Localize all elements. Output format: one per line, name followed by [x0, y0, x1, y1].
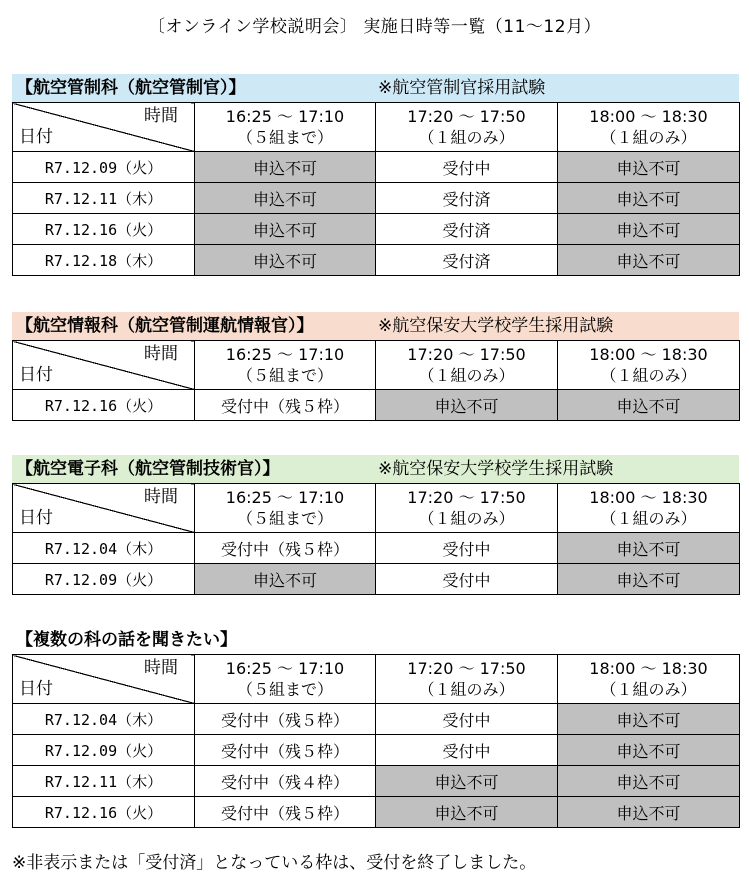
table-row — [13, 390, 740, 421]
section-multiple — [12, 626, 739, 828]
slot-capacity: （５組まで） — [236, 509, 333, 528]
slot-cell: 申込不可 — [558, 183, 740, 214]
section-header — [12, 455, 739, 483]
diagonal-header-cell — [13, 103, 195, 152]
slot-cell[interactable]: 受付中 — [376, 564, 558, 595]
slot-cell: 申込不可 — [558, 735, 740, 766]
slot-cell: 申込不可 — [558, 245, 740, 276]
slot-cell[interactable]: 受付中（残５枠） — [195, 797, 376, 828]
slot-cell: 申込不可 — [195, 245, 376, 276]
date-label: 日付 — [19, 365, 53, 385]
date-cell: R7.12.16（火） — [13, 214, 195, 245]
slot-capacity: （１組のみ） — [418, 128, 515, 147]
slot-cell[interactable]: 受付中（残４枠） — [195, 766, 376, 797]
date-cell: R7.12.18（木） — [13, 245, 195, 276]
time-label: 時間 — [144, 487, 178, 507]
table-row — [13, 183, 740, 214]
slot-time: 18:00 〜 18:30 — [589, 659, 708, 678]
slot-time: 16:25 〜 17:10 — [225, 345, 345, 364]
section-header — [12, 74, 739, 102]
table-row — [13, 245, 740, 276]
section-name: 【航空電子科（航空管制技術官）】 — [16, 459, 280, 479]
slot-capacity: （１組のみ） — [600, 509, 697, 528]
section-denshika — [12, 455, 739, 595]
slot-header — [376, 484, 558, 533]
section-jouhouka — [12, 312, 739, 421]
date-cell: R7.12.16（火） — [13, 390, 195, 421]
slot-cell: 申込不可 — [558, 564, 740, 595]
slot-cell[interactable]: 受付中 — [376, 533, 558, 564]
section-note: ※航空保安大学校学生採用試験 — [378, 459, 614, 479]
slot-header — [558, 655, 740, 704]
slot-cell: 申込不可 — [195, 183, 376, 214]
slot-header — [195, 341, 376, 390]
header-row — [13, 103, 740, 152]
date-label: 日付 — [19, 127, 53, 147]
diagonal-header-cell — [13, 341, 195, 390]
slot-cell: 受付済 — [376, 245, 558, 276]
slot-capacity: （５組まで） — [236, 128, 333, 147]
slot-capacity: （５組まで） — [236, 366, 333, 385]
slot-header — [558, 103, 740, 152]
slot-header — [376, 655, 558, 704]
slot-cell[interactable]: 受付中（残５枠） — [195, 390, 376, 421]
slot-header — [195, 484, 376, 533]
slot-capacity: （５組まで） — [236, 680, 333, 699]
date-cell: R7.12.09（火） — [13, 152, 195, 183]
slot-capacity: （１組のみ） — [600, 680, 697, 699]
section-kanseika — [12, 74, 739, 276]
slot-cell: 申込不可 — [376, 797, 558, 828]
date-cell: R7.12.16（火） — [13, 797, 195, 828]
schedule-table — [12, 102, 740, 276]
schedule-table — [12, 654, 740, 828]
slot-time: 17:20 〜 17:50 — [407, 488, 526, 507]
slot-cell: 申込不可 — [376, 390, 558, 421]
diagonal-header-cell — [13, 484, 195, 533]
section-header — [12, 312, 739, 340]
section-name: 【複数の科の話を聞きたい】 — [16, 630, 237, 650]
slot-cell: 申込不可 — [195, 152, 376, 183]
section-header — [12, 626, 739, 654]
date-cell: R7.12.04（木） — [13, 704, 195, 735]
slot-header — [195, 103, 376, 152]
slot-cell: 申込不可 — [195, 214, 376, 245]
date-label: 日付 — [19, 508, 53, 528]
table-row — [13, 797, 740, 828]
date-cell: R7.12.11（木） — [13, 183, 195, 214]
slot-cell: 申込不可 — [558, 704, 740, 735]
slot-header — [195, 655, 376, 704]
header-row — [13, 341, 740, 390]
slot-header — [558, 484, 740, 533]
date-cell: R7.12.04（木） — [13, 533, 195, 564]
section-name: 【航空情報科（航空管制運航情報官）】 — [16, 316, 314, 336]
slot-cell: 申込不可 — [376, 766, 558, 797]
table-row — [13, 533, 740, 564]
date-cell: R7.12.11（木） — [13, 766, 195, 797]
table-row — [13, 214, 740, 245]
slot-time: 17:20 〜 17:50 — [407, 659, 526, 678]
slot-capacity: （１組のみ） — [600, 366, 697, 385]
time-label: 時間 — [144, 658, 178, 678]
slot-cell[interactable]: 受付中 — [376, 735, 558, 766]
slot-time: 16:25 〜 17:10 — [225, 659, 345, 678]
slot-time: 16:25 〜 17:10 — [225, 107, 345, 126]
slot-cell[interactable]: 受付中（残５枠） — [195, 704, 376, 735]
slot-cell[interactable]: 受付中 — [376, 704, 558, 735]
date-cell: R7.12.09（火） — [13, 735, 195, 766]
date-cell: R7.12.09（火） — [13, 564, 195, 595]
slot-time: 17:20 〜 17:50 — [407, 345, 526, 364]
diagonal-header-cell — [13, 655, 195, 704]
slot-cell: 受付済 — [376, 183, 558, 214]
schedule-table — [12, 340, 740, 421]
header-row — [13, 655, 740, 704]
table-row — [13, 704, 740, 735]
slot-cell[interactable]: 受付中 — [376, 152, 558, 183]
slot-capacity: （１組のみ） — [418, 680, 515, 699]
slot-time: 18:00 〜 18:30 — [589, 488, 708, 507]
slot-cell: 申込不可 — [558, 797, 740, 828]
time-label: 時間 — [144, 344, 178, 364]
slot-header — [376, 103, 558, 152]
slot-cell[interactable]: 受付中（残５枠） — [195, 735, 376, 766]
table-row — [13, 564, 740, 595]
slot-capacity: （１組のみ） — [418, 366, 515, 385]
header-row — [13, 484, 740, 533]
slot-cell: 受付済 — [376, 214, 558, 245]
section-note: ※航空保安大学校学生採用試験 — [378, 316, 614, 336]
slot-cell: 申込不可 — [558, 214, 740, 245]
date-label: 日付 — [19, 679, 53, 699]
slot-time: 16:25 〜 17:10 — [225, 488, 345, 507]
slot-time: 18:00 〜 18:30 — [589, 345, 708, 364]
table-row — [13, 152, 740, 183]
time-label: 時間 — [144, 106, 178, 126]
table-row — [13, 766, 740, 797]
slot-header — [376, 341, 558, 390]
slot-cell: 申込不可 — [558, 766, 740, 797]
section-name: 【航空管制科（航空管制官）】 — [16, 78, 246, 98]
section-note: ※航空管制官採用試験 — [378, 78, 546, 98]
slot-cell: 申込不可 — [195, 564, 376, 595]
slot-time: 18:00 〜 18:30 — [589, 107, 708, 126]
schedule-table — [12, 483, 740, 595]
footnote: ※非表示または「受付済」となっている枠は、受付を終了しました。 — [12, 853, 537, 873]
slot-cell: 申込不可 — [558, 152, 740, 183]
slot-cell: 申込不可 — [558, 533, 740, 564]
slot-capacity: （１組のみ） — [600, 128, 697, 147]
slot-header — [558, 341, 740, 390]
slot-capacity: （１組のみ） — [418, 509, 515, 528]
slot-cell: 申込不可 — [558, 390, 740, 421]
slot-time: 17:20 〜 17:50 — [407, 107, 526, 126]
slot-cell[interactable]: 受付中（残５枠） — [195, 533, 376, 564]
table-row — [13, 735, 740, 766]
page-title: 〔オンライン学校説明会〕 実施日時等一覧（11〜12月） — [147, 17, 602, 37]
